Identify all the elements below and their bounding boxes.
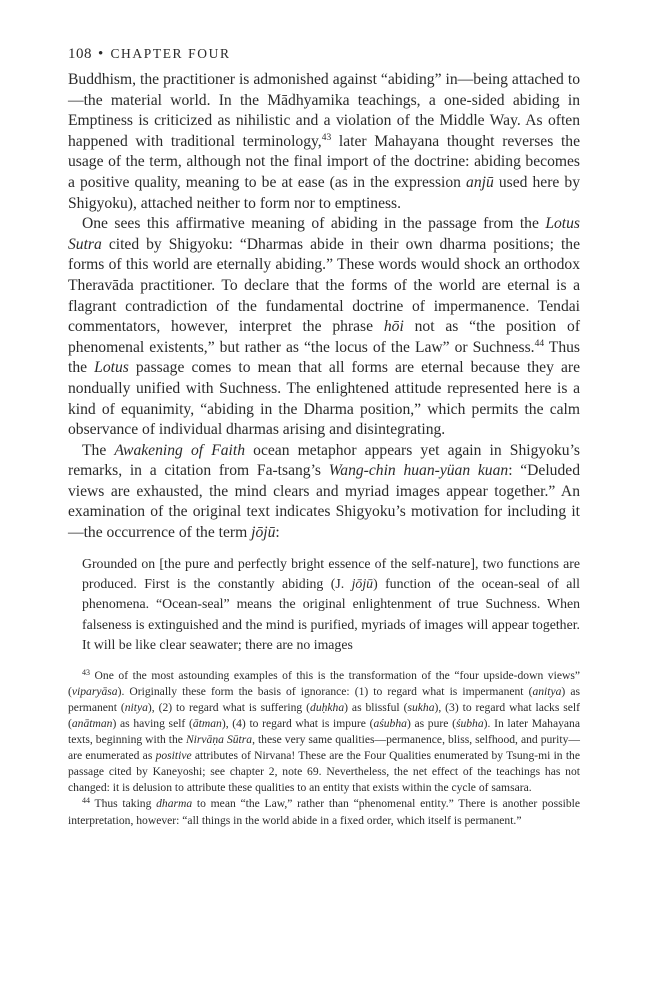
footnote-number: 44 [82,796,90,806]
text-run: ) as blissful ( [344,700,408,714]
italic-term: duḥkha [310,700,345,714]
page-number: 108 [68,46,92,62]
italic-term: dharma [156,797,193,811]
italic-term: aśubha [373,716,407,730]
text-run: One of the most astounding examples of this is the transformation of the “four upside-down views” ( [68,668,580,698]
running-head [68,44,580,64]
paragraph-3 [68,441,580,544]
text-run: not as “the position of phenomenal existents,” but rather as “the locus of the Law” or Suchness. [68,318,581,356]
paragraph-2 [68,214,580,441]
italic-term: positive [155,749,192,763]
text-run: to mean “the Law,” rather than “phenomenal entity.” There is another possible interpretation, however: “all things in the world abide in a fixed order, which itself is permanent.” [68,797,580,827]
text-run: ) as pure ( [406,716,456,730]
italic-title: Wang-chin huan-yüan kuan [328,462,509,480]
italic-term: sukha [407,700,435,714]
text-run: One sees this affirmative meaning of abiding in the passage from the [82,215,546,233]
text-run: Buddhism, the practitioner is admonished against “abiding” in—being attached to—the material world. In the Mādhyamika teachings, a one-sided abiding in Emptiness is criticized as nihilistic and a violation of the Middle Way. As often happened with traditional terminology, [68,71,580,150]
text-run: ) as having self ( [112,716,193,730]
footnote-ref-44[interactable]: 44 [534,338,545,349]
header-separator: • [98,46,105,62]
text-run: used here by Shigyoku), attached neither to form nor to emptiness. [68,173,580,212]
italic-term: hōi [383,318,404,336]
text-run: The [82,441,115,459]
italic-term: jōjū [351,576,374,592]
italic-term: anitya [532,684,562,698]
text-run: ). In later Mahayana texts, beginning with the [68,716,580,747]
italic-term: anātman [71,716,113,730]
text-run: , these very same qualities—permanence, bliss, selfhood, and purity—are enumerated as [68,733,580,763]
footnote-43 [68,668,580,797]
italic-term: śubha [455,716,484,730]
text-run: passage comes to mean that all forms are eternal because they are nondually unified with Suchness. The enlightened attitude represented here is a kind of equanimity, “abiding in the Dharma position,” which permits the calm observance of individual dharmas arising and disintegrating. [68,359,581,439]
italic-term: anjū [466,173,494,191]
italic-title: Nirvāṇa Sūtra [185,733,253,747]
text-run: ). Originally these form the basis of ignorance: (1) to regard what is impermanent ( [117,684,533,698]
footnotes [68,668,580,829]
italic-title: Awakening of Faith [114,441,246,459]
text-run: cited by Shigyoku: “Dharmas abide in their own dharma positions; the forms of this world are eternally abiding.” These words would shock an orthodox Theravāda practitioner. To declare that the forms of the world are eternal is a flagrant contradiction of the fundamental doctrine of impermanence. Tendai commentators, however, interpret the phrase [68,235,580,336]
italic-title: Lotus [94,359,129,377]
footnote-44 [68,796,580,828]
footnote-number: 43 [82,667,90,677]
footnote-ref-43[interactable]: 43 [321,132,332,143]
text-run: Thus the [68,338,580,377]
italic-title: Lotus Sutra [68,215,580,253]
italic-term: viparyāsa [71,684,118,698]
text-run: : “Deluded views are exhausted, the mind clears and myriad images appear together.” An examination of the original text indicates Shigyoku’s motivation for including it—the occurrence of the term [68,462,580,542]
text-run: later Mahayana thought reverses the usage of the term, although not the final import of the doctrine: abiding becomes a positive quality, meaning to be at ease (as in the expression [68,132,580,191]
text-run: ) as permanent ( [68,684,580,714]
italic-term: jōjū [251,524,276,542]
text-run: ) function of the ocean-seal of all phenomena. “Ocean-seal” means the original enlightenment of true Suchness. When falseness is extinguished and the mind is purified, myriads of images will appear together. It will be like clear seawater; there are no images [82,576,580,653]
block-quote [82,554,580,656]
paragraph-1 [68,70,580,214]
text-run: Thus taking [90,797,157,811]
text-run: attributes of Nirvana! These are the Four Qualities enumerated by Tsung-mi in the passage cited by Kaneyoshi; see chapter 2, note 69. Nevertheless, the net effect of the teachings has not changed: it is delusion to attribute these qualities to an entity that exists within the cycle of samsara. [68,749,580,795]
text-run: ), (4) to regard what is impure ( [221,716,374,730]
book-page [68,44,580,829]
text-run: ocean metaphor appears yet again in Shigyoku’s remarks, in a citation from Fa-tsang’s [68,441,580,480]
text-run: ), (2) to regard what is suffering ( [147,700,311,714]
text-run: ), (3) to regard what lacks self ( [68,700,581,730]
italic-term: ātman [192,716,222,730]
chapter-title: CHAPTER FOUR [110,46,231,61]
main-text [68,70,580,544]
text-run: : [275,524,280,542]
italic-term: nitya [124,700,148,714]
text-run: Grounded on [the pure and perfectly bright essence of the self-nature], two functions are produced. First is the constantly abiding (J. [82,555,580,592]
